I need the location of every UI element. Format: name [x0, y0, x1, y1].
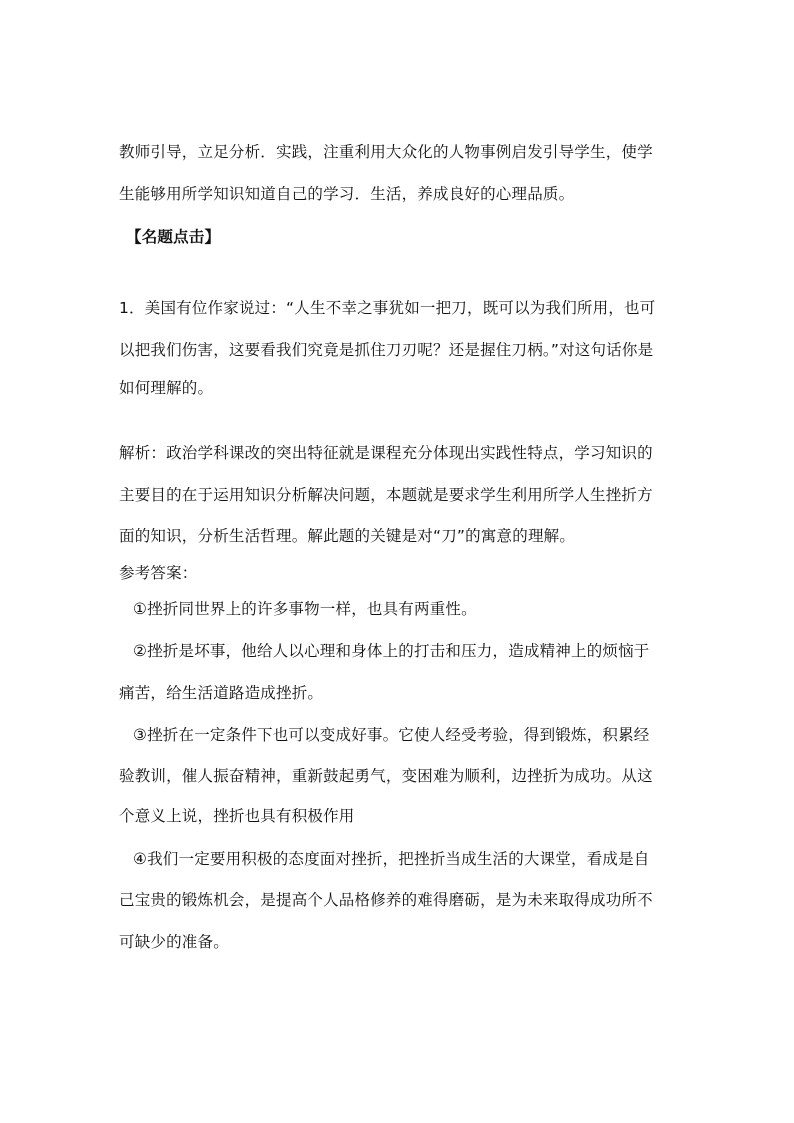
section-heading: 【名题点击】	[126, 228, 221, 246]
answer-3-line-2: 验教训，催人振奋精神，重新鼓起勇气，变困难为顺利，边挫折为成功。从这	[119, 767, 653, 785]
analysis-line-3: 面的知识，分析生活哲理。解此题的关键是对“刀”的寓意的理解。	[119, 527, 576, 545]
answer-1-line-1: ①挫折同世界上的许多事物一样，也具有两重性。	[133, 600, 477, 618]
answer-4-line-1: ④我们一定要用积极的态度面对挫折，把挫折当成生活的大课堂，看成是自	[133, 850, 650, 868]
answer-4-line-2: 己宝贵的锻炼机会，是提高个人品格修养的难得磨砺，是为未来取得成功所不	[119, 891, 653, 909]
answer-2-line-2: 痛苦，给生活道路造成挫折。	[119, 684, 324, 702]
analysis-line-2: 主要目的在于运用知识分析解决问题，本题就是要求学生利用所学人生挫折方	[119, 486, 653, 504]
answer-3-line-1: ③挫折在一定条件下也可以变成好事。它使人经受考验，得到锻炼，积累经	[133, 726, 650, 744]
question-line-2: 以把我们伤害，这要看我们究竟是抓住刀刃呢？还是握住刀柄。”对这句话你是	[119, 341, 654, 359]
answer-label: 参考答案：	[119, 564, 198, 582]
intro-line-1: 教师引导，立足分析．实践，注重利用大众化的人物事例启发引导学生，使学	[119, 143, 653, 161]
answer-2-line-1: ②挫折是坏事，他给人以心理和身体上的打击和压力，造成精神上的烦恼于	[133, 642, 650, 660]
question-line-3: 如何理解的。	[119, 379, 214, 397]
analysis-line-1: 解析：政治学科课改的突出特征就是课程充分体现出实践性特点，学习知识的	[119, 444, 653, 462]
answer-4-line-3: 可缺少的准备。	[119, 933, 229, 951]
answer-3-line-3: 个意义上说，挫折也具有积极作用	[119, 807, 355, 825]
intro-line-2: 生能够用所学知识知道自己的学习．生活，养成良好的心理品质。	[119, 185, 575, 203]
question-line-1: 1．美国有位作家说过：“人生不幸之事犹如一把刀，既可以为我们所用，也可	[119, 299, 656, 317]
